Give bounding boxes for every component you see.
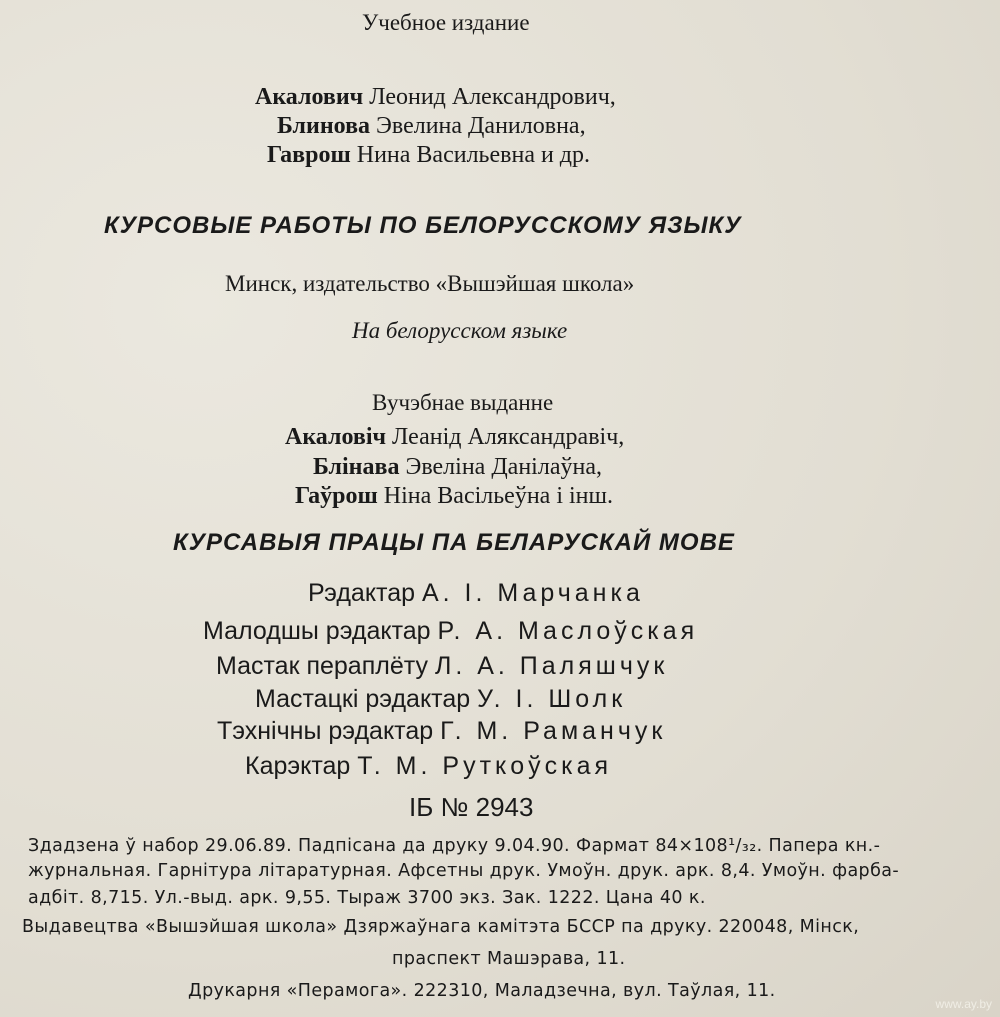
author-given-names: Леанід Аляксандравіч,: [392, 424, 625, 450]
staff-cover-artist: [216, 652, 668, 681]
staff-person: Л. А. Паляшчук: [434, 652, 669, 680]
staff-role: Рэдактар: [308, 579, 416, 607]
watermark: www.ay.by: [935, 997, 992, 1011]
staff-art-editor: [255, 685, 626, 714]
ru-title: КУРСОВЫЕ РАБОТЫ ПО БЕЛОРУССКОМУ ЯЗЫКУ: [104, 212, 742, 239]
imprint-line-2: журнальная. Гарнітура літаратурная. Афсетны друк. Умоўн. друк. арк. 8,4. Умоўн. фарба-: [28, 861, 900, 881]
staff-proofreader: [245, 752, 612, 781]
staff-role: Мастацкі рэдактар: [255, 685, 471, 713]
author-surname: Акаловіч: [285, 424, 387, 450]
ru-author-2: [277, 113, 586, 140]
staff-role: Карэктар: [245, 752, 351, 780]
ru-author-3: [267, 142, 590, 169]
author-given-names: Ніна Васільеўна і інш.: [383, 483, 613, 509]
staff-person: У. І. Шолк: [477, 685, 627, 713]
by-author-2: [313, 454, 602, 481]
by-edition-type: Вучэбнае выданне: [372, 390, 554, 415]
imprint-line-4: Выдавецтва «Вышэйшая школа» Дзяржаўнага камітэта БССР па друку. 220048, Мінск,: [22, 917, 860, 937]
staff-person: Р. А. Маслоўская: [437, 617, 699, 645]
staff-technical-editor: [217, 717, 666, 746]
staff-junior-editor: [203, 617, 698, 646]
ru-author-1: [255, 84, 616, 111]
staff-person: Г. М. Раманчук: [440, 717, 667, 745]
imprint-line-6: Друкарня «Перамога». 222310, Маладзечна, вул. Таўлая, 11.: [188, 981, 776, 1001]
ru-edition-type: Учебное издание: [362, 10, 530, 35]
staff-role: Малодшы рэдактар: [203, 617, 431, 645]
author-given-names: Эвелина Даниловна,: [376, 113, 586, 139]
staff-role: Мастак пераплёту: [216, 652, 428, 680]
ru-publisher: Минск, издательство «Вышэйшая школа»: [225, 271, 635, 296]
author-surname: Гаўрош: [295, 483, 378, 509]
by-author-1: [285, 424, 624, 451]
imprint-line-3: адбіт. 8,715. Ул.-выд. арк. 9,55. Тыраж 3700 экз. Зак. 1222. Цана 40 к.: [28, 888, 706, 908]
staff-editor: [308, 579, 644, 608]
imprint-line-1: Здадзена ў набор 29.06.89. Падпісана да друку 9.04.90. Фармат 84×108¹/₃₂. Папера кн.-: [28, 836, 881, 856]
ru-language-note: На белорусском языке: [352, 318, 568, 343]
by-author-3: [295, 483, 613, 510]
author-surname: Гаврош: [267, 142, 351, 168]
author-surname: Блинова: [277, 113, 371, 139]
staff-person: А. І. Марчанка: [421, 579, 644, 607]
staff-person: Т. М. Руткоўская: [357, 752, 613, 780]
imprint-line-5: праспект Машэрава, 11.: [392, 949, 626, 969]
ib-number: ІБ № 2943: [409, 792, 534, 822]
author-surname: Акалович: [255, 84, 364, 110]
author-given-names: Леонид Александрович,: [369, 84, 616, 110]
author-given-names: Эвеліна Данілаўна,: [405, 454, 602, 480]
staff-role: Тэхнічны рэдактар: [217, 717, 434, 745]
author-surname: Блінава: [313, 454, 400, 480]
by-title: КУРСАВЫЯ ПРАЦЫ ПА БЕЛАРУСКАЙ МОВЕ: [173, 529, 735, 556]
author-given-names: Нина Васильевна и др.: [356, 142, 591, 168]
